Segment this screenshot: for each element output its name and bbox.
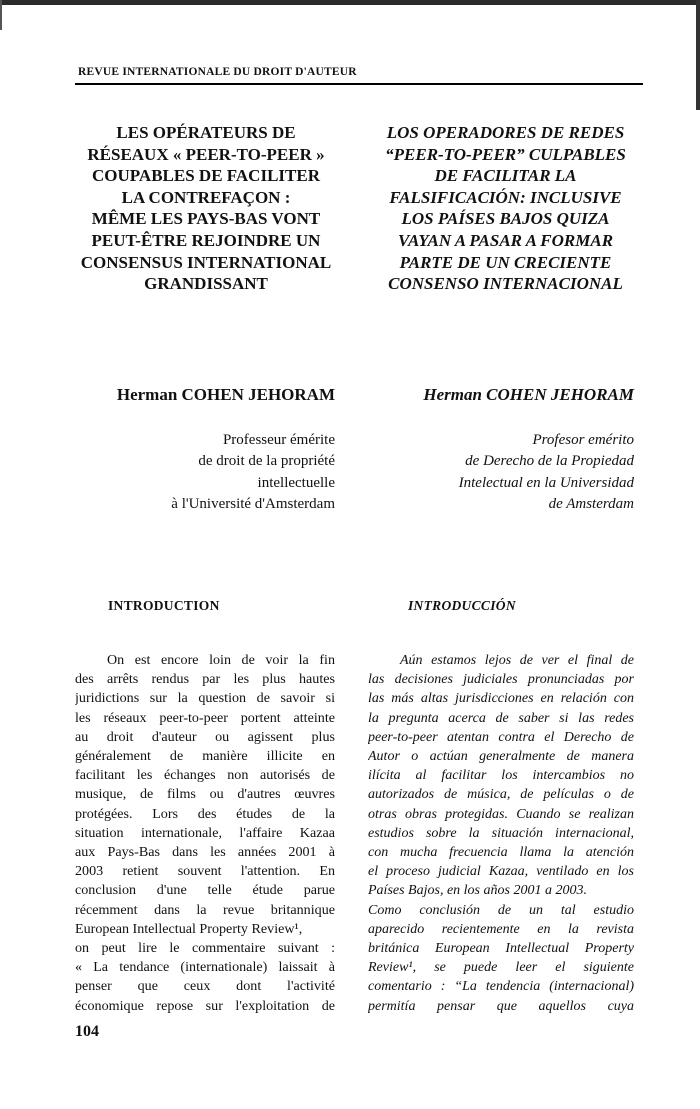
text-line: las decisiones judiciales pronunciadas por (368, 672, 634, 688)
text-line: On est encore loin de voir la fin (107, 652, 335, 668)
text-line: peer-to-peer atentan contra el Derecho de (368, 729, 634, 745)
body-text-french (75, 651, 335, 1016)
scan-left-edge (0, 0, 2, 30)
text-line: 2003 retient souvent l'attention. En (75, 863, 335, 880)
title-line: PARTE DE UN CRECIENTE (399, 252, 612, 272)
text-line: Países Bajos, en los años 2001 a 2003. (368, 883, 587, 899)
affiliation-line: Profesor emérito (532, 432, 634, 448)
title-line: CONSENSUS INTERNATIONAL (80, 252, 332, 272)
text-line: ilícita al facilitar los intercambios no (368, 768, 634, 784)
text-line: Aún estamos lejos de ver el final de (400, 653, 634, 668)
text-line: généralement de manière illicite en (75, 748, 335, 765)
text-line: récemment dans la revue britannique (75, 901, 335, 918)
affiliation-line: intellectuelle (257, 474, 335, 491)
text-line: el proceso judicial Kazaa, ventilado en los (368, 864, 634, 880)
body-text-spanish (368, 651, 634, 1016)
text-line: « La tendance (internationale) laissait à (75, 959, 335, 976)
text-line: protégées. Lors des études de la (75, 805, 335, 822)
text-line: comentario : “La tendencia (internacional) (368, 979, 634, 995)
text-line: británica European Intellectual Property (368, 941, 634, 957)
text-line: aux Pays-Bas dans les années 2001 à (75, 844, 335, 861)
scan-right-edge (696, 0, 700, 110)
text-line: les réseaux peer-to-peer portent atteinte (75, 709, 335, 726)
text-line: estudios sobre la situación internacional, (368, 825, 634, 841)
title-line: VAYAN A PASAR A FORMAR (397, 230, 614, 250)
author-affiliation-french (75, 430, 335, 516)
title-line: GRANDISSANT (144, 274, 268, 294)
author-affiliation-spanish (368, 430, 634, 516)
affiliation-line: de Amsterdam (548, 496, 634, 513)
text-line: European Intellectual Property Review¹, (75, 920, 303, 937)
article-title-spanish (368, 122, 643, 295)
text-line: au droit d'auteur ou agissent plus (75, 728, 335, 745)
text-line: économique repose sur l'exploitation de (75, 997, 335, 1014)
text-line: otras obras protegidas. Cuando se realizan (368, 806, 634, 822)
text-line: autorizados de música, de películas o de (368, 787, 634, 803)
title-line: FALSIFICACIÓN: INCLUSIVE (389, 187, 622, 207)
affiliation-line: Professeur émérite (222, 432, 335, 448)
title-line: RÉSEAUX « PEER-TO-PEER » (87, 144, 325, 164)
text-line: la pregunta acerca de saber si las redes (368, 710, 634, 726)
text-line: facilitant les échanges non autorisés de (75, 767, 335, 784)
affiliation-line: de Derecho de la Propiedad (465, 453, 634, 470)
title-line: LA CONTREFAÇON : (121, 187, 291, 207)
text-line: on peut lire le commentaire suivant : (75, 940, 335, 957)
author-name-french: Herman COHEN JEHORAM (116, 385, 335, 404)
title-line: COUPABLES DE FACILITER (92, 166, 320, 186)
title-line: CONSENSO INTERNACIONAL (388, 274, 623, 294)
text-line: situation internationale, l'affaire Kazaa (75, 824, 335, 841)
title-line: LOS PAÍSES BAJOS QUIZA (401, 209, 610, 229)
text-line: con mucha frecuencia llama la atención (368, 845, 634, 861)
text-line: Como conclusión de un tal estudio (368, 902, 634, 918)
affiliation-line: de droit de la propriété (198, 453, 335, 470)
text-line: conclusion d'une telle étude parue (75, 882, 335, 899)
title-line: LES OPÉRATEURS DE (116, 123, 296, 142)
text-line: des arrêts rendus par les plus hautes (75, 671, 335, 688)
scan-top-edge (0, 0, 700, 5)
affiliation-line: à l'Université d'Amsterdam (171, 496, 335, 513)
page-number: 104 (75, 1023, 99, 1040)
section-heading-french: INTRODUCTION (108, 598, 220, 613)
text-line: aparecido recientemente en la revista (368, 921, 634, 937)
title-line: MÊME LES PAYS-BAS VONT (91, 209, 321, 229)
affiliation-line: Intelectual en la Universidad (458, 474, 634, 491)
journal-running-header: REVUE INTERNATIONALE DU DROIT D'AUTEUR (78, 66, 357, 78)
text-line: Autor o actúan generalmente de manera (368, 749, 634, 765)
text-line: penser que ceux dont l'activité (75, 978, 335, 995)
title-line: DE FACILITAR LA (434, 166, 577, 186)
text-line: Review¹, se puede leer el siguiente (368, 960, 634, 976)
text-line: las más altas jurisdicciones en relación con (368, 691, 634, 707)
title-line: LOS OPERADORES DE REDES (386, 123, 625, 142)
title-line: PEUT-ÊTRE REJOINDRE UN (91, 230, 321, 250)
title-line: “PEER-TO-PEER” CULPABLES (385, 144, 626, 164)
author-name-spanish: Herman COHEN JEHORAM (423, 385, 634, 404)
text-line: permitía pensar que aquellos cuya (368, 998, 634, 1014)
text-line: musique, de films ou d'autres œuvres (75, 786, 335, 803)
header-rule (75, 83, 643, 85)
text-line: juridictions sur la question de savoir si (75, 690, 335, 707)
article-title-french (75, 122, 337, 295)
section-heading-spanish: INTRODUCCIÓN (408, 598, 516, 613)
